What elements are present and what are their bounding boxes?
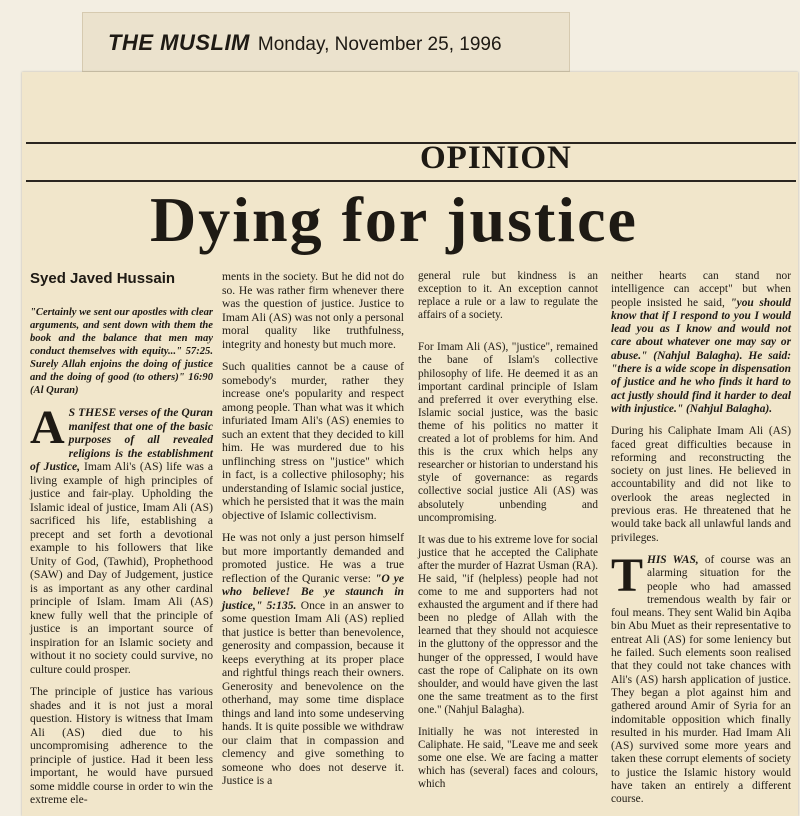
top-rule (26, 142, 796, 144)
col2-paragraph-1: ments in the society. But he did not do so. He was rather firm whenever there was the question of justice. Justice to Imam Ali (AS) was not only a personal moral quality like truthfulness, integrity and honesty but much more. (222, 270, 404, 351)
col2-paragraph-2: Such qualities cannot be a cause of somebody's murder, rather they increase one's popularity and respect among people. Than what was it which infuriated Imam Ali's (AS) enemies to such an extent that they decided to kill him. He was murdered due to his unflinching stress on "justice" which in fact, is a collective philosophy; his understanding of Islamic social justice, which he persisted that it was the main objective of Islamic collectivism. (222, 360, 404, 522)
column-1 (30, 270, 213, 807)
col1-paragraph-2: The principle of justice has various shades and it is not just a moral question. History is witness that Imam Ali (AS) died due to his uncompromising adherence to the principle of justice. Had it been less important, he would have pursued some middle course in order to win the extreme ele- (30, 685, 213, 806)
col3-paragraph-2: For Imam Ali (AS), "justice", remained the bane of Islam's collective philosophy of life. He deemed it as an important cardinal principle of Islam and preferred it over everything else. Islamic social justice, was the basic theme of his politics no matter it created a lot of problems for him. And this is the crux which helps any researcher or historian to understand his style of governance: as regards collective social justice Ali (AS) was absolutely unbending and uncompromising. (418, 341, 598, 524)
col2-paragraph-3-end: Once in an answer to some question Imam Ali (AS) replied that justice is better than benevolence, generosity and compassion, because it keeps everything at its proper place and rightful things reach their owners. Generosity and benevolence on the otherhand, may some time displace things and land into some undeserving hands. It is quite possible we withdraw our claim that in compassion and clemency and give something to someone who does not deserve it. Justice is a (222, 598, 404, 787)
col3-paragraph-1: general rule but kindness is an exception to it. An exception cannot replace a rule or a law to regulate the affairs of a society. (418, 270, 598, 322)
col3-spacer (418, 331, 598, 341)
masthead (108, 30, 502, 56)
headline: Dying for justice (150, 184, 638, 255)
col3-paragraph-3: It was due to his extreme love for social justice that he accepted the Caliphate after the murder of Hazrat Usman (RA). He said, "if (helpless) people had not come to me and supporters had not exhausted the argument and if there had been no pledge of Allah with the learned that they should not acquiesce in the gluttony of the oppressor and the hunger of the oppressed, I would have cast the rope of Caliphate on its own shoulder, and would have given the last one the same treatment as to the first one." (Nahjul Balagha). (418, 533, 598, 716)
col2-paragraph-3-start: He was not only a just person himself but more importantly demanded and promoted justice. He was a true reflection of the Quranic verse: (222, 531, 404, 585)
section-rule (26, 180, 796, 182)
col4-paragraph-3-body: of course was an alarming situation for the people who had amassed tremendous wealth by fair or foul means. They sent Walid bin Aqiba bin Abu Muet as their representative to entreat Ali (AS) for some leniency but he failed. Such elements soon realised that they could not take chances with Ali's (AS) harsh application of justice. They began a plot against him and gathered around Amir of Syria for an indomitable opposition which finally resulted in his murder. Had Imam Ali (AS) survived some more years and taken these corrupt elements of society to justice the Islamic history would have taken an entirely a different course. (611, 553, 791, 806)
dropcap-t: T (611, 548, 644, 602)
col1-paragraph-1 (30, 401, 213, 676)
byline: Syed Javed Hussain (30, 270, 176, 287)
section-label: OPINION (420, 140, 572, 176)
col4-paragraph-3 (611, 548, 791, 807)
col2-paragraph-3 (222, 531, 404, 788)
newspaper-name: THE MUSLIM (108, 30, 250, 55)
lead-in: S THESE verses of the Quran manifest that one of the basic purposes of all revealed religions is the establishment of Justice, (30, 406, 213, 473)
col1-paragraph-1-body: Imam Ali's (AS) life was a living example of high principles of justice and fair-play. Upholding the Islamic ideal of justice, Imam Ali (AS) sacrificed his life, establishing a precept and set forth a devotional example to his followers that like Unity of God, (Tawhid), Prophethood (SAW) and Day of Judgement, justice is as important as any other cardinal principle of Islam. Imam Ali (AS) knew fully well that the principle of justice is an important source of inspiration for an Islamic society and without it no society could survive, no culture could prosper. (30, 460, 213, 676)
publication-date: Monday, November 25, 1996 (257, 34, 502, 55)
opening-quote: "Certainly we sent our apostles with clear arguments, and sent down with them the book and the balance that men may conduct themselves with equity..." 57:25. Surely Allah enjoins the doing of justice and the doing of good (to others)" 16:90 (Al Quran) (30, 307, 213, 396)
col4-lead-in: HIS WAS, (647, 553, 699, 566)
column-2 (222, 270, 404, 788)
column-4 (611, 270, 791, 807)
nahjul-balagha-quote: "you should know that if I respond to you I would lead you as I know and would not care about whatever one may say or abuse." (Nahjul Balagha). He said: "there is a wide scope in dispensation of justice and he who finds it hard to act justly should find it harder to deal with injustice." (Nahjul Balagha). (611, 296, 791, 415)
col3-paragraph-4: Initially he was not interested in Caliphate. He said, "Leave me and seek some one else. We are facing a matter which has (several) faces and colours, which (418, 726, 598, 791)
col4-paragraph-1 (611, 270, 791, 416)
col4-paragraph-2: During his Caliphate Imam Ali (AS) faced great difficulties because in reforming and reconstructing the society on just lines. He believed in accountability and did not like to overlook the areas neglected in previous eras. He threatened that he would take back all unlawful lands and privileges. (611, 425, 791, 544)
dropcap-a: A (30, 401, 65, 454)
quranic-verse-quote: "O ye who believe! Be ye staunch in justice," 5:135. (222, 571, 404, 612)
col4-paragraph-1-start: neither hearts can stand nor intelligence can accept" but when people insisted he said, (611, 270, 791, 309)
column-3 (418, 270, 598, 791)
